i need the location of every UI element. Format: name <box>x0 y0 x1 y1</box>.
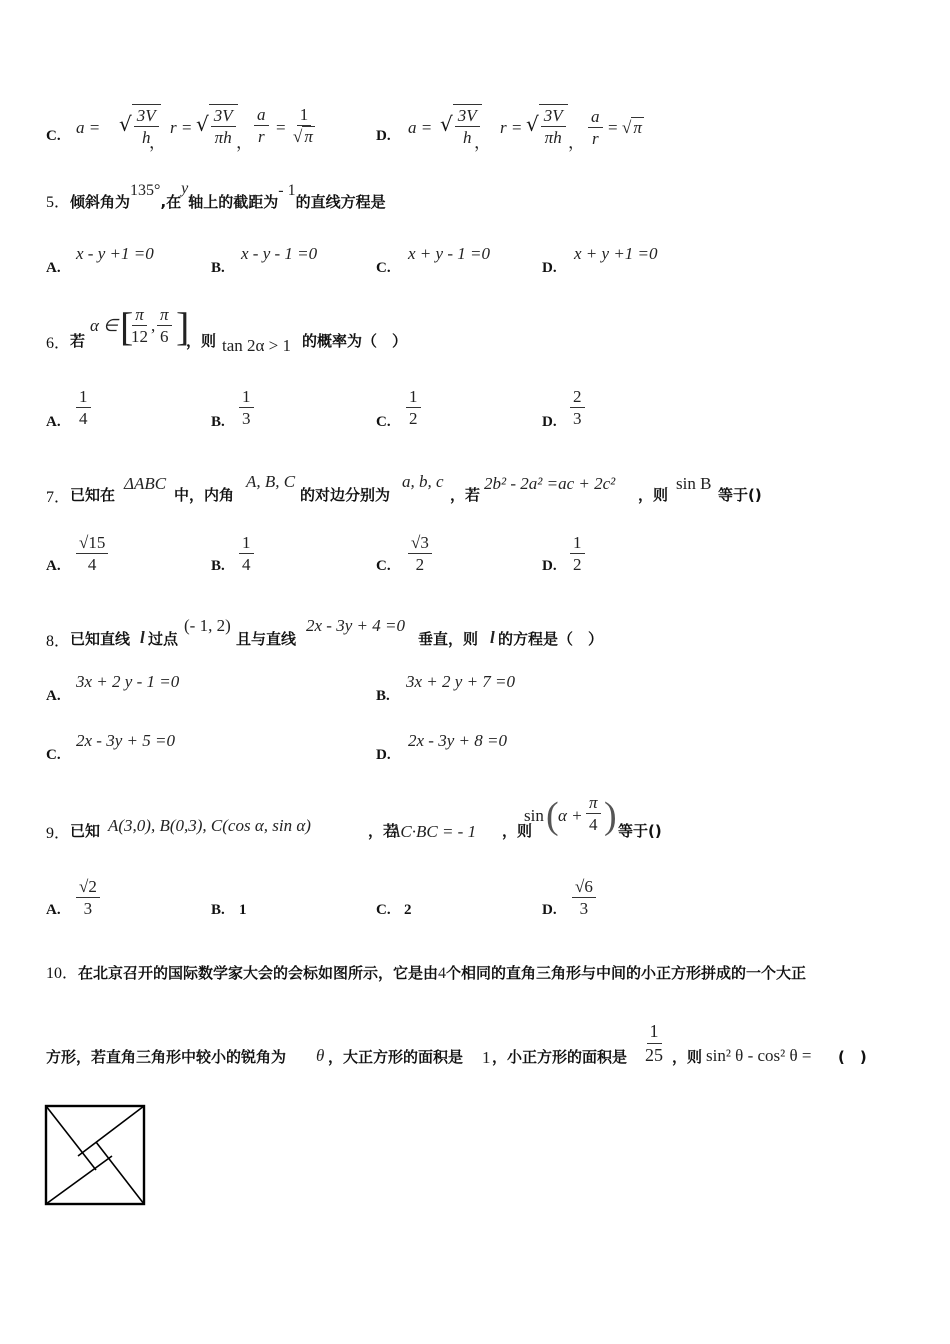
ratio-rhs: $\frac{1}{√ \pi}$ <box>293 105 313 147</box>
q7-options: A. $\frac{√15}{4}$ B. $\frac{1}{4}$ C. $\frac{√3}{2}$ D. $\frac{1}{2}$ <box>46 532 746 584</box>
q6-options: A. $\frac{1}{4}$ B. $\frac{1}{3}$ C. $\frac{1}{2}$ D. $\frac{2}{3}$ <box>46 386 746 436</box>
question-5: 5．倾斜角为$^{135^\circ}$,在$^y$轴上的截距为$^{- 1}$的直线方程是 <box>46 180 386 211</box>
question-10-line-1: 10．在北京召开的国际数学家大会的会标如图所示，它是由4个相同的直角三角形与中间的小正方形拼成的一个大正 <box>46 964 807 982</box>
question-9: 9． 已知 A(3,0), B(0,3), C(cos α, sin α) ，若 AC·BC = - 1 ，则 sin ( α + $\frac{\pi}{4}$ ) 等于() <box>46 793 662 842</box>
question-8: 8． 已知直线 l 过点 (- 1, 2) 且与直线 2x - 3y + 4 =0 垂直，则 l 的方程是（ ） <box>46 616 604 650</box>
q8-option-row-2: C. 2x - 3y + 5 =0 D. 2x - 3y + 8 =0 <box>46 731 507 763</box>
sqrt-a: √ $\frac{3V}{h}$ <box>119 104 161 149</box>
a-eq: a = <box>76 118 101 137</box>
q8-option-row-1: A. 3x + 2 y - 1 =0 B. 3x + 2 y + 7 =0 <box>46 672 516 704</box>
r-eq: r = <box>170 118 193 137</box>
q9-options: A. $\frac{√2}{3}$ B. 1 C. 2 D. $\frac{√6}{3}$ <box>46 876 746 930</box>
option-label: C. <box>46 128 61 144</box>
ratio: $\frac{a}{r}$ <box>254 104 269 148</box>
question-10-line-2: 方形，若直角三角形中较小的锐角为 θ ，大正方形的面积是 1 ，小正方形的面积是 $\frac{1}{25}$ ，则 sin² θ - cos² θ = ( ) <box>46 1021 867 1067</box>
sqrt-r: √ $\frac{3V}{\pi h}$ <box>196 104 238 149</box>
pinwheel-square-figure <box>44 1104 148 1208</box>
option-label: D. <box>376 128 391 144</box>
question-7: 7． 已知在 ΔABC 中，内角 A, B, C 的对边分别为 a, b, c ，若 2b² - 2a² =ac + 2c² ，则 sin B 等于() <box>46 472 762 506</box>
q5-options: A. x - y +1 =0 B. x - y - 1 =0 C. x + y - 1 =0 D. x + y +1 =0 <box>46 244 658 276</box>
